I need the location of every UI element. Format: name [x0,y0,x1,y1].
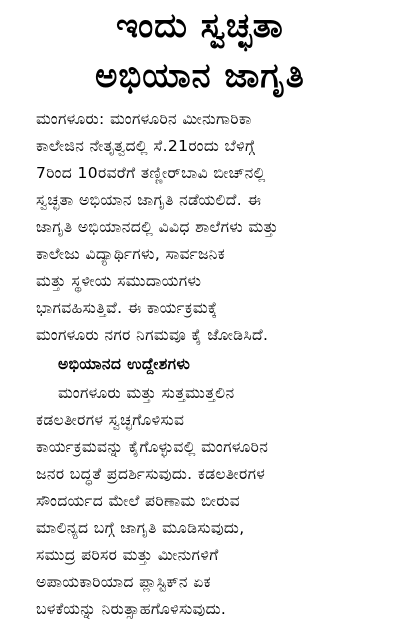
body-line: ಅಪಾಯಕಾರಿಯಾದ ಪ್ಲಾಸ್ಟಿಕ್‌ನ ಏಕ [36,573,211,591]
body-line: ಸೌಂದರ್ಯದ ಮೇಲೆ ಪರಿಣಾಮ ಬೀರುವ [36,492,241,510]
headline-line-1: ಇಂದು ಸ್ವಚ್ಛತಾ [116,6,284,46]
body-line: ಮಂಗಳೂರು ಮತ್ತು ಸುತ್ತಮುತ್ತಲಿನ [58,384,235,402]
body-line: ಮಾಲಿನ್ಯದ ಬಗ್ಗೆ ಜಾಗೃತಿ ಮೂಡಿಸುವುದು, [36,519,245,537]
body-line: ಮಂಗಳೂರು ನಗರ ನಿಗಮವೂ ಕೈ ಜೋಡಿಸಿದೆ. [36,326,269,344]
body-line: ಸ್ವಚ್ಛತಾ ಅಭಿಯಾನ ಜಾಗೃತಿ ನಡೆಯಲಿದೆ. ಈ [36,191,262,209]
body-line: ಮಂಗಳೂರು: ಮಂಗಳೂರಿನ ಮೀನುಗಾರಿಕಾ [36,110,252,128]
body-line: ಭಾಗವಹಿಸುತ್ತಿವೆ. ಈ ಕಾರ್ಯಕ್ರಮಕ್ಕೆ [36,299,218,317]
body-line: ಜಾಗೃತಿ ಅಭಿಯಾನದಲ್ಲಿ ವಿವಿಧ ಶಾಲೆಗಳು ಮತ್ತು [36,218,279,236]
body-line: ಸಮುದ್ರ ಪರಿಸರ ಮತ್ತು ಮೀನುಗಳಿಗೆ [36,546,219,564]
headline-line-2: ಅಭಿಯಾನ ಜಾಗೃತಿ [95,56,305,96]
body-line: ಬಳಕೆಯನ್ನು ನಿರುತ್ಸಾಹಗೊಳಿಸುವುದು. [36,600,227,618]
body-line: ಕಾಲೇಜಿನ ನೇತೃತ್ವದಲ್ಲಿ ಸೆ.21ರಂದು ಬೆಳಿಗ್ಗೆ [36,137,256,155]
section-subheading: ಅಭಿಯಾನದ ಉದ್ದೇಶಗಳು [58,355,191,373]
body-line: ಮತ್ತು ಸ್ಥಳೀಯ ಸಮುದಾಯಗಳು [36,272,202,290]
body-line: 7ರಿಂದ 10ರವರೆಗೆ ತಣ್ಣೀರ್‌ಬಾವಿ ಬೀಚ್‌ನಲ್ಲಿ [36,164,266,182]
body-line: ಕಡಲತೀರಗಳ ಸ್ವಚ್ಛಗೊಳಿಸುವ [36,411,185,429]
body-line: ಕಾಲೇಜು ವಿದ್ಯಾರ್ಥಿಗಳು, ಸಾರ್ವಜನಿಕ [36,245,226,263]
body-line: ಕಾರ್ಯಕ್ರಮವನ್ನು ಕೈಗೊಳ್ಳುವಲ್ಲಿ ಮಂಗಳೂರಿನ [36,438,269,456]
body-line: ಜನರ ಬದ್ಧತೆ ಪ್ರದರ್ಶಿಸುವುದು. ಕಡಲತೀರಗಳ [36,465,266,483]
